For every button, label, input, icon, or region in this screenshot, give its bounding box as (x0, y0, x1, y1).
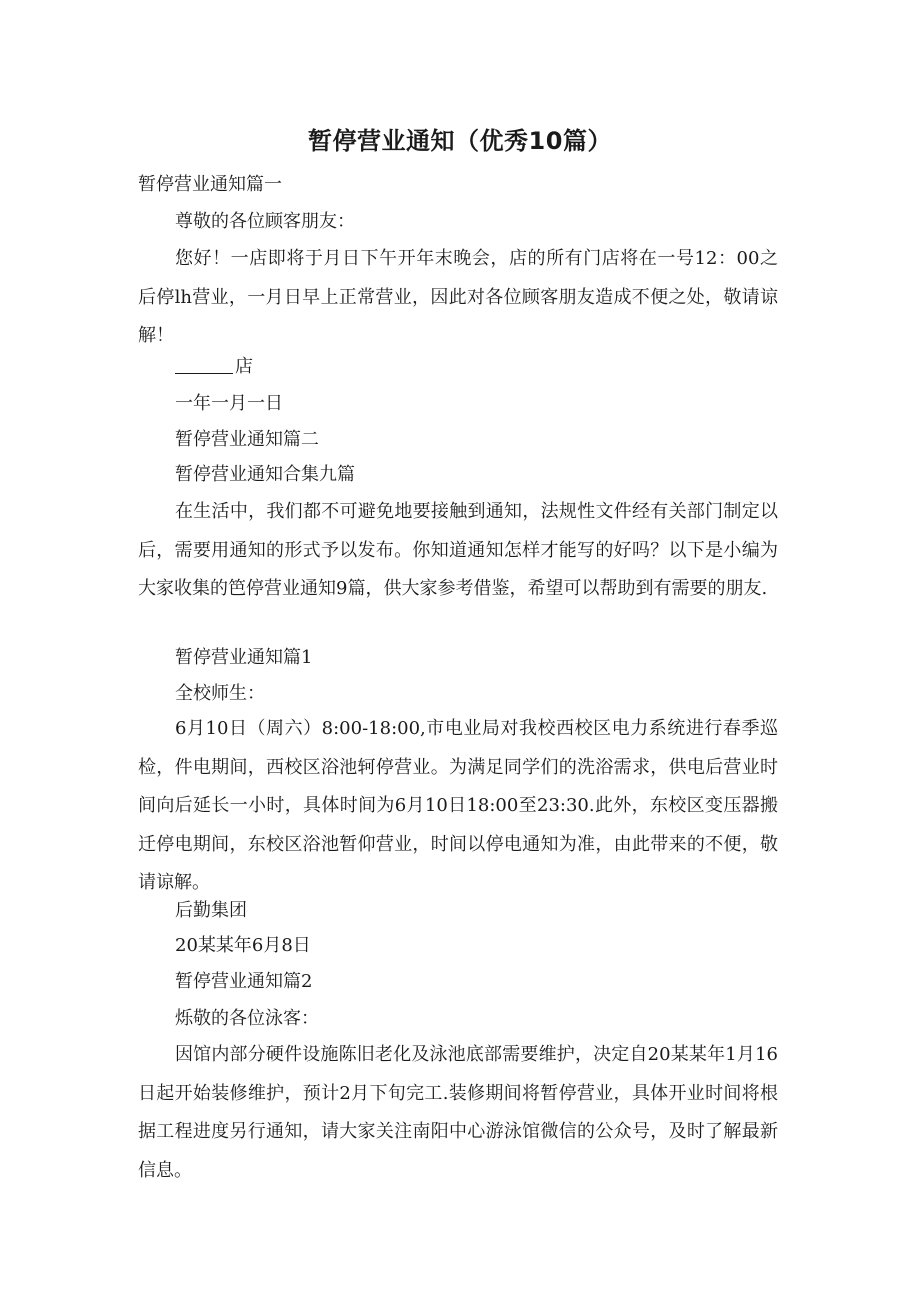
document-title: 暂停营业通知（优秀10篇） (308, 127, 612, 155)
notice-2-heading: 暂停营业通知篇2 (175, 971, 313, 992)
section-1-greeting: 尊敬的各位顾客朋友： (175, 211, 355, 232)
notice-1-greeting: 全校师生： (175, 683, 265, 704)
notice-1-body: 6月10日（周六）8:00-18:00,市电业局对我校西校区电力系统进行春季巡检，件电期间，西校区浴池轲停营业。为满足同学们的洗浴需求，供电后营业时间向后延长一小时，具体时间为6月10日18:00至23:30.此外，东校区变压器搬迁停电期间，东校区浴池暂仰营业，时间以停电通知为准，由此带来的不便，敬请谅解。 (138, 718, 778, 893)
notice-2-body: 因馆内部分硬件设施陈旧老化及泳池底部需要维护，决定自20某某年1月16日起开始装修维护，预计2月下旬完工.装修期间将暂停营业，具体开业时间将根据工程进度另行通知，请大家关注南阳中心游泳馆微信的公众号，及时了解最新信息。 (138, 1044, 778, 1181)
section-2-heading: 暂停营业通知篇二 (175, 429, 319, 450)
notice-1-heading: 暂停营业通知篇1 (175, 647, 313, 668)
section-2-intro: 在生活中，我们都不可避免地要接触到通知，法规性文件经有关部门制定以后，需要用通知的形式予以发布。你知道通知怎样才能写的好吗？以下是小编为大家收集的笆停营业通知9篇，供大家参考借鉴，希望可以帮助到有需要的朋友. (138, 501, 778, 599)
signature-blank-line (175, 355, 233, 374)
section-1-body: 您好！一店即将于月日下午开年末晚会，店的所有门店将在一号12：00之后停lh营业，一月日早上正常营业，因此对各位顾客朋友造成不便之处，敬请谅解！ (138, 248, 778, 346)
notice-2-greeting: 烁敬的各位泳客： (175, 1008, 319, 1029)
notice-1-signature: 后勤集团 (175, 900, 247, 921)
section-2-subheading: 暂停营业通知合集九篇 (175, 464, 355, 485)
section-1-date: 一年一月一日 (175, 393, 283, 414)
notice-1-date: 20某某年6月8日 (175, 935, 311, 956)
section-1-store-signature (175, 355, 253, 379)
store-label: 店 (235, 356, 253, 377)
section-1-heading: 暂停营业通知篇一 (138, 174, 282, 195)
